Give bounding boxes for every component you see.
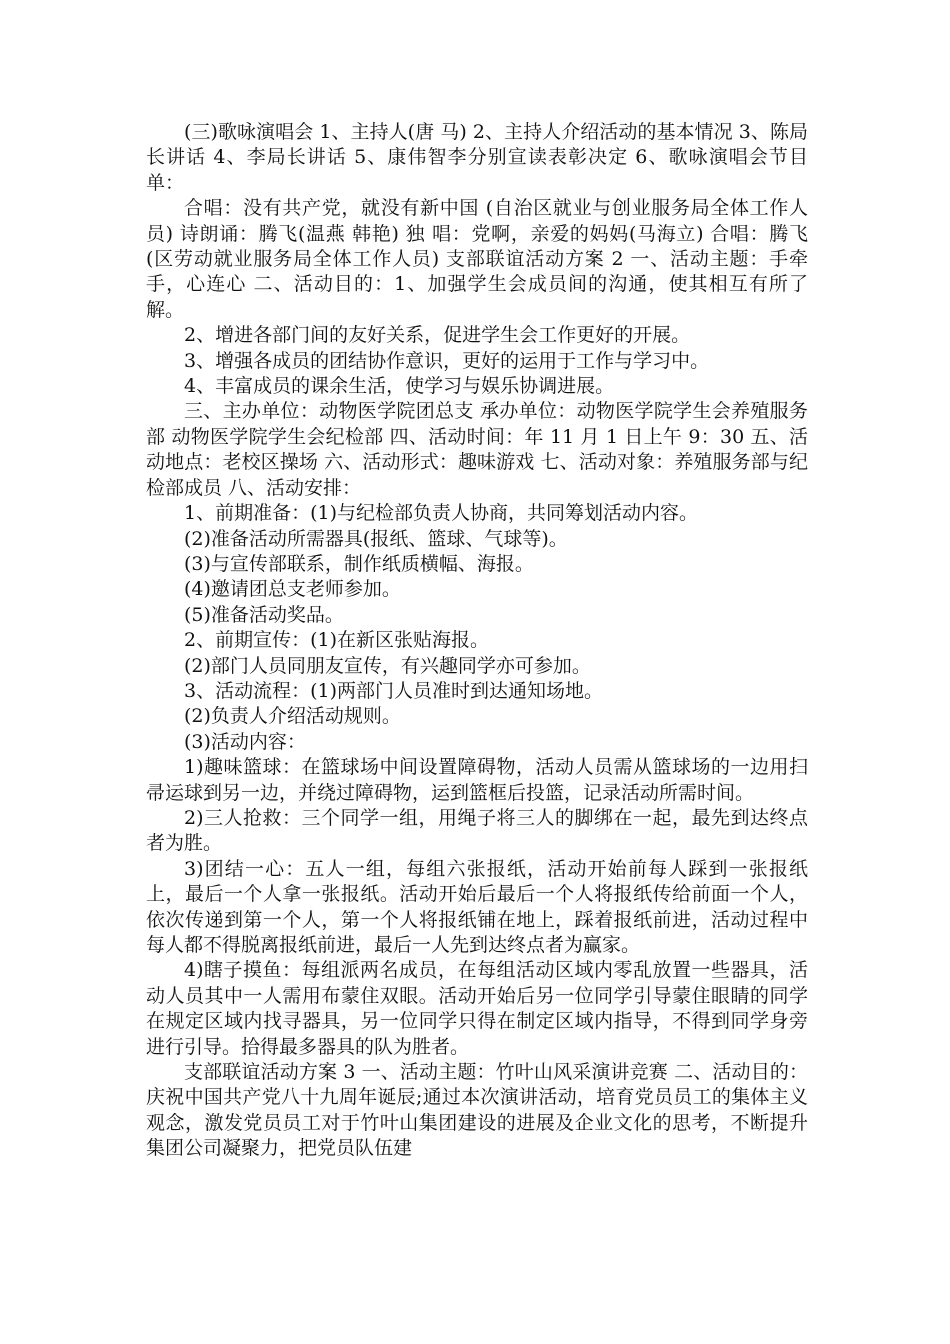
- paragraph: (三)歌咏演唱会 1、主持人(唐 马) 2、主持人介绍活动的基本情况 3、陈局长讲话 4、李局长讲话 5、康伟智李分别宣读表彰决定 6、歌咏演唱会节目单：: [146, 121, 808, 194]
- paragraph: (3)活动内容：: [184, 730, 306, 753]
- paragraph: 2)三人抢救：三个同学一组，用绳子将三人的脚绑在一起，最先到达终点者为胜。: [146, 806, 808, 855]
- paragraph: 3、增强各成员的团结协作意识，更好的运用于工作与学习中。: [184, 349, 710, 372]
- paragraph: 三、主办单位：动物医学院团总支 承办单位：动物医学院学生会养殖服务部 动物医学院学生会纪检部 四、活动时间：年 11 月 1 日上午 9：30 五、活动地点：老校区操场 六、活动形式：趣味游戏 七、活动对象：养殖服务部与纪检部成员 八、活动安排：: [146, 400, 808, 499]
- paragraph: (2)部门人员同朋友宣传，有兴趣同学亦可参加。: [184, 654, 591, 677]
- paragraph: 2、前期宣传：(1)在新区张贴海报。: [184, 629, 490, 652]
- paragraph: 3)团结一心：五人一组，每组六张报纸，活动开始前每人踩到一张报纸上，最后一个人拿一张报纸。活动开始后最后一个人将报纸传给前面一个人，依次传递到第一个人，第一个人将报纸铺在地上，踩着报纸前进，活动过程中每人都不得脱离报纸前进，最后一人先到达终点者为赢家。: [146, 857, 808, 956]
- paragraph: (2)准备活动所需器具(报纸、篮球、气球等)。: [184, 527, 568, 550]
- paragraph: (4)邀请团总支老师参加。: [184, 578, 401, 601]
- paragraph: 1)趣味篮球：在篮球场中间设置障碍物，活动人员需从篮球场的一边用扫帚运球到另一边，并绕过障碍物，运到篮框后投篮，记录活动所需时间。: [146, 756, 808, 804]
- paragraph: (2)负责人介绍活动规则。: [184, 705, 401, 728]
- document-body: [146, 120, 808, 1162]
- paragraph: 1、前期准备：(1)与纪检部负责人协商，共同筹划活动内容。: [184, 502, 699, 525]
- paragraph: 4)瞎子摸鱼：每组派两名成员，在每组活动区域内零乱放置一些器具，活动人员其中一人需用布蒙住双眼。活动开始后另一位同学引导蒙住眼睛的同学在规定区域内找寻器具，另一位同学只得在制定区域内指导，不得到同学身旁进行引导。拾得最多器具的队为胜者。: [146, 959, 808, 1058]
- paragraph: 4、丰富成员的课余生活，使学习与娱乐协调进展。: [184, 375, 615, 398]
- paragraph: 合唱：没有共产党，就没有新中国 (自治区就业与创业服务局全体工作人员) 诗朗诵：腾飞(温燕 韩艳) 独 唱：党啊，亲爱的妈妈(马海立) 合唱：腾飞 (区劳动就业服务局全体工作人员) 支部联谊活动方案 2 一、活动主题：手牵手，心连心 二、活动目的：1、加强学生会成员间的沟通，使其相互有所了解。: [146, 197, 808, 321]
- paragraph: 支部联谊活动方案 3 一、活动主题：竹叶山风采演讲竞赛 二、活动目的：庆祝中国共产党八十九周年诞辰;通过本次演讲活动，培育党员员工的集体主义观念，激发党员员工对于竹叶山集团建设的进展及企业文化的思考，不断提升集团公司凝聚力，把党员队伍建: [146, 1061, 808, 1160]
- paragraph: (5)准备活动奖品。: [184, 603, 344, 626]
- paragraph: 3、活动流程：(1)两部门人员准时到达通知场地。: [184, 679, 604, 702]
- paragraph: 2、增进各部门间的友好关系，促进学生会工作更好的开展。: [184, 324, 691, 347]
- paragraph: (3)与宣传部联系，制作纸质横幅、海报。: [184, 552, 534, 575]
